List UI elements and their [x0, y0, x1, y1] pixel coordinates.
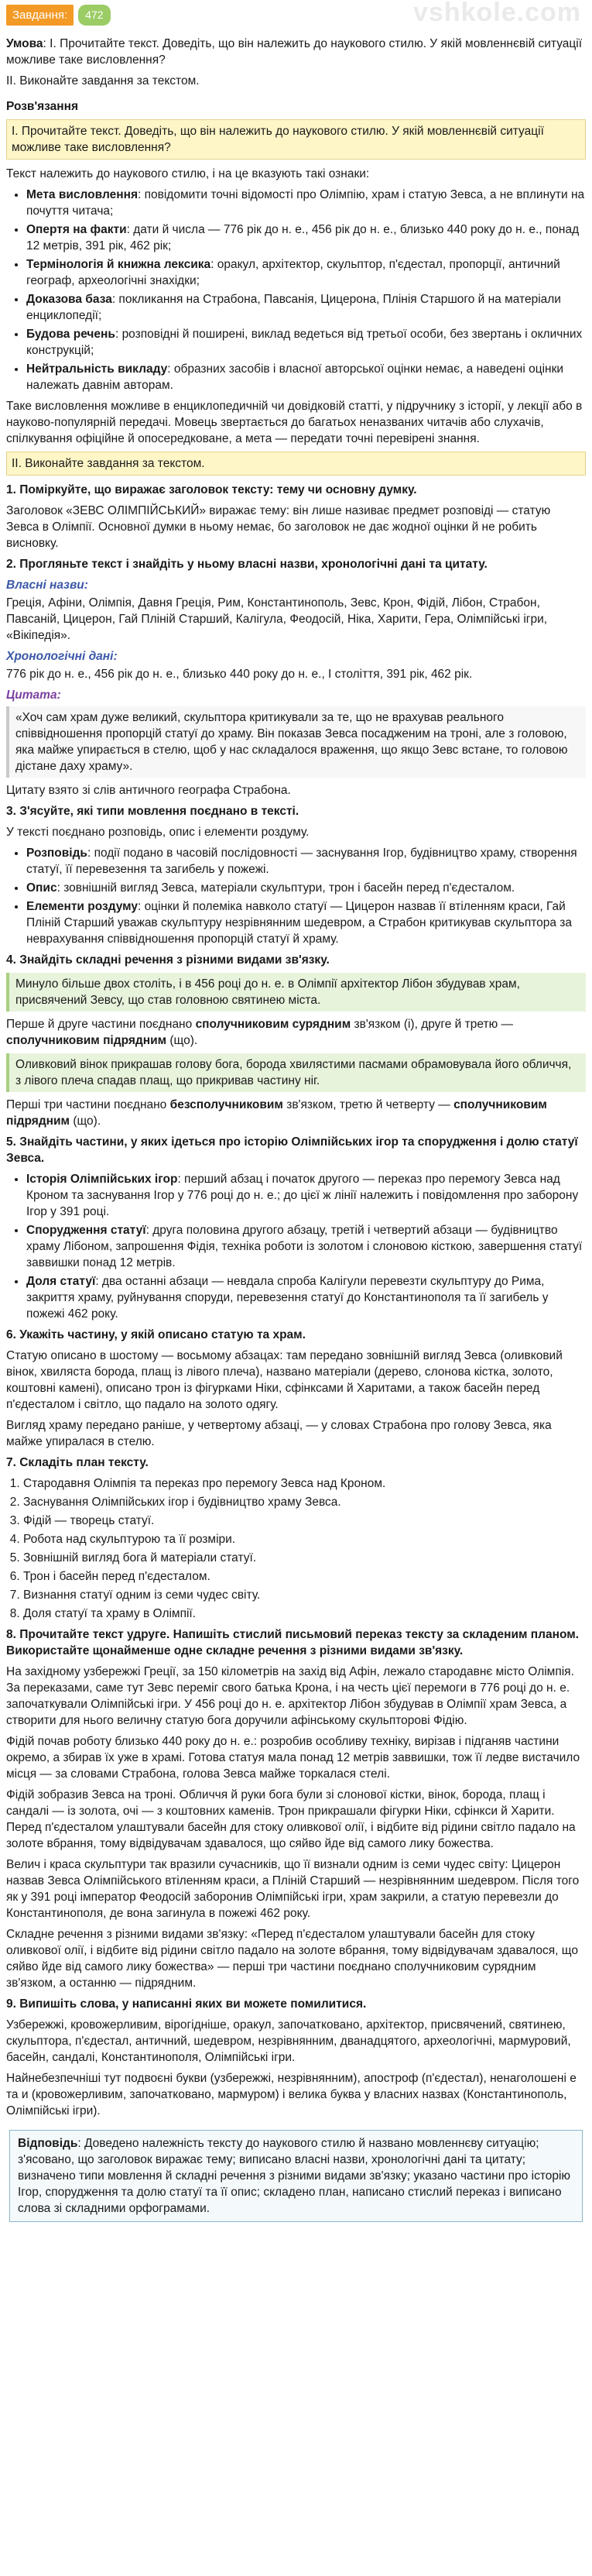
list-item: • Термінологія й книжна лексика: оракул, архітектор, скульптор, п'єдестал, пропорції, античний географ, археологічні знахідки; [26, 256, 586, 289]
list-item: • Спорудження статуї: друга половина другого абзацу, третій і четвертий абзаци — будівництво храму Лібоном, запрошення Фідія, техніка роботи із золотом і слоновою кісткою, завершення статуї заввишки понад 12 метрів. [26, 1222, 586, 1271]
question-1: 1. Поміркуйте, що виражає заголовок тексту: тему чи основну думку. [6, 483, 417, 496]
part2-title: ІІ. Виконайте завдання за текстом. [6, 452, 586, 476]
question-8: 8. Прочитайте текст удруге. Напишіть стислий письмовий переказ тексту за складеним планом. Використайте щонайменше одне складне речення з різними видами зв'язку. [6, 1628, 579, 1657]
example-2-note: Перші три частини поєднано безсполучниковим зв'язком, третю й четверту — сполучниковим підрядним (що). [6, 1098, 547, 1128]
answer-6-1: Статую описано в шостому — восьмому абзацах: там передано зовнішній вигляд Зевса (оливковий вінок, хвиляста борода, плащ із лівого плеча), названо матеріали (дерево, слонова кістка, золото, коштовні камені), описано трон із фігурками Ніки, сфінксами й Харитами, а також басейн перед п'єдесталом і світло, що падало на золото одягу. [6, 1349, 563, 1411]
list-item: • Опис: зовнішній вигляд Зевса, матеріали скульптури, трон і басейн перед п'єдесталом. [26, 880, 586, 896]
condition-part2: ІІ. Виконайте завдання за текстом. [6, 74, 200, 88]
features-list [6, 187, 586, 393]
question-5: 5. Знайдіть частини, у яких ідеться про історію Олімпійських ігор та спорудження і долю статуї Зевса. [6, 1135, 578, 1165]
question-6: 6. Укажіть частину, у якій описано статую та храм. [6, 1328, 306, 1341]
list-item: • Доказова база: покликання на Страбона, Павсанія, Цицерона, Плінія Старшого й на матеріали енциклопедії; [26, 291, 586, 324]
answer-1: Заголовок «ЗЕВС ОЛІМПІЙСЬКИЙ» виражає тему: він лише називає предмет розповіді — статую Зевса в Олімпії. Основної думки в ньому немає, бо заголовок не дає жодної оцінки й не робить висновку. [6, 504, 551, 550]
condition-text: : І. Прочитайте текст. Доведіть, що він належить до наукового стилю. У якій мовленнєвій ситуації можливе таке висловлення? [6, 37, 583, 67]
answer-6-2: Вигляд храму передано раніше, у четвертому абзаці, — у словах Страбона про голову Зевса, яка майже упиралася в стелю. [6, 1419, 552, 1448]
dates: 776 рік до н. е., 456 рік до н. е., близько 440 року до н. е., І століття, 391 рік, 462 рік. [6, 668, 473, 681]
proper-names: Греція, Афіни, Олімпія, Давня Греція, Рим, Константинополь, Зевс, Крон, Фідій, Лібон, Страбон, Павсаній, Цицерон, Гай Пліній Старший, Калігула, Феодосій, Ніка, Харити, Гера, Олімпійські ігри, «Вікіпедія». [6, 596, 548, 642]
answer-text: : Доведено належність тексту до наукового стилю й названо мовленнєву ситуацію; з'ясовано, що заголовок виражає тему; виписано власні назви, хронологічні дані та цитату; визначено типи мовлення й складні речення з різними видами зв'язку; указано частини про історію Ігор, спорудження та долю статуї та її опис; складено план, написано стислий переказ і виписано слова зі складними орфограмами. [18, 2137, 571, 2215]
task-number-badge: 472 [78, 5, 110, 26]
answer-3-intro: У тексті поєднано розповідь, опис і елементи роздуму. [6, 826, 310, 839]
retelling-paragraph: Велич і краса скульптури так вразили сучасників, що її визнали одним із семи чудес світу: Цицерон назвав Зевса Олімпійського втіленням краси, а Пліній Старший — незрівнянним шедевром. Після того як у 391 році імператор Феодосій заборонив Олімпійські ігри, храм закрили, а статую перевезли до Константинополя, де вона загинула в пожежі 462 року. [6, 1858, 580, 1920]
answer-label: Відповідь [18, 2137, 78, 2150]
list-item: • Нейтральність викладу: образних засобів і власної авторської оцінки немає, а наведені оцінки належать давнім авторам. [26, 361, 586, 393]
list-item: • Опертя на факти: дати й числа — 776 рік до н. е., 456 рік до н. е., близько 440 року до н. е., понад 12 метрів, 391 рік, 462 рік; [26, 222, 586, 254]
list-item: 7. Визнання статуї одним із семи чудес світу. [23, 1587, 586, 1603]
parts-list [6, 1171, 586, 1322]
example-sentence-1: Минуло більше двох століть, і в 456 році до н. е. в Олімпії архітектор Лібон збудував храм, присвячений Зевсу, що став головною святинею міста. [6, 973, 586, 1012]
question-2: 2. Прогляньте текст і знайдіть у ньому власні назви, хронологічні дані та цитату. [6, 558, 488, 571]
dates-label: Хронологічні дані: [6, 650, 118, 663]
quote-source: Цитату взято зі слів античного географа Страбона. [6, 784, 291, 797]
list-item: 6. Трон і басейн перед п'єдесталом. [23, 1568, 586, 1585]
list-item: • Будова речень: розповідні й поширені, виклад ведеться від третьої особи, без звертань і окличних конструкцій; [26, 326, 586, 359]
list-item: • Доля статуї: два останні абзаци — невдала спроба Калігули перевезти скульптуру до Рима, закриття храму, руйнування споруди, перевезення статуї до Константинополя та її загибель у пожежі 462 року. [26, 1273, 586, 1322]
list-item: 8. Доля статуї та храму в Олімпії. [23, 1606, 586, 1622]
question-9: 9. Випишіть слова, у написанні яких ви можете помилитися. [6, 1997, 367, 2011]
list-item: • Розповідь: події подано в часовій послідовності — заснування Ігор, будівництво храму, створення статуї, її перевезення та загибель у пожежі. [26, 845, 586, 878]
plan-list [6, 1475, 586, 1622]
example-1-note: Перше й друге частини поєднано сполучниковим сурядним зв'язком (і), друге й третю — сполучниковим підрядним (що). [6, 1018, 513, 1047]
list-item: 5. Зовнішній вигляд бога й матеріали статуї. [23, 1550, 586, 1566]
part1-intro: Текст належить до наукового стилю, і на це вказують такі ознаки: [6, 167, 370, 180]
task-header [6, 0, 586, 29]
types-list [6, 845, 586, 947]
example-sentence-2: Оливковий вінок прикрашав голову бога, борода хвилястими пасмами обрамовувала його обличчя, з лівого плеча спадав плащ, що прикривав частину ніг. [6, 1053, 586, 1092]
condition-label: Умова [6, 37, 43, 50]
quote-text: «Хоч сам храм дуже великий, скульптора критикували за те, що не врахував реального співвідношення пропорцій статуї до храму. Він показав Зевса посадженим на троні, але з головою, яка майже упирається в стелю, щоб у нас складалося враження, що якщо Зевс встане, то головою дістане даху храму». [6, 706, 586, 778]
list-item: 1. Стародавня Олімпія та переказ про перемогу Зевса над Кроном. [23, 1475, 586, 1492]
proper-names-label: Власні назви: [6, 579, 88, 592]
list-item: 2. Заснування Олімпійських ігор і будівництво храму Зевса. [23, 1494, 586, 1510]
condition [6, 36, 586, 68]
list-item: • Мета висловлення: повідомити точні відомості про Олімпію, храм і статую Зевса, а не вплинути на почуття читача; [26, 187, 586, 219]
watermark: vshkole.com [413, 0, 581, 27]
quote-label: Цитата: [6, 689, 61, 702]
answer-box [9, 2130, 583, 2222]
retelling-paragraph: Складне речення з різними видами зв'язку: «Перед п'єдесталом улаштували басейн для стоку оливкової олії, і відбите від рідини світло падало на золоте вбрання, тому відвідувачам здавалося, що сяйво йде від самого лику божества» — перші три частини поєднано сполучниковим сурядним зв'язком, а останню — підрядним. [6, 1928, 578, 1990]
question-3: 3. З'ясуйте, які типи мовлення поєднано в тексті. [6, 805, 299, 818]
list-item: • Історія Олімпійських ігор: перший абзац і початок другого — переказ про перемогу Зевса над Кроном та заснування Ігор у 776 році до н. е.; до цієї ж лінії належить і повідомлення про заборону Ігор у 391 році. [26, 1171, 586, 1220]
solution-label: Розв'язання [6, 100, 79, 113]
answer-9-note: Найнебезпечніші тут подвоєні букви (узбережжі, незрівнянним), апостроф (п'єдестал), ненаголошені е та и (кровожерливим, започатковано, мармуром) і велика буква у власних назвах (Константинополь, Олімпійські ігри). [6, 2072, 577, 2117]
question-7: 7. Складіть план тексту. [6, 1456, 149, 1469]
list-item: 3. Фідій — творець статуї. [23, 1513, 586, 1529]
retelling-paragraph: Фідій почав роботу близько 440 року до н. е.: розробив особливу техніку, вирізав і підганяв частини окремо, а збирав їх уже в храмі. Готова статуя мала понад 12 метрів заввишки, тож її ледве вистачило місця — за словами Страбона, голова Зевса майже торкалася стелі. [6, 1735, 580, 1781]
task-label: Завдання: [6, 5, 74, 26]
question-4: 4. Знайдіть складні речення з різними видами зв'язку. [6, 953, 330, 967]
situation-text: Таке висловлення можливе в енциклопедичній чи довідковій статті, у підручнику з історії, у лекції або в науково-популярній передачі. Мовець звертається до багатьох неназваних читачів або слухачів, спілкування офіційне й опосередковане, а мета — передати точні перевірені знання. [6, 400, 583, 445]
list-item: 4. Робота над скульптурою та її розміри. [23, 1531, 586, 1547]
part1-title: І. Прочитайте текст. Доведіть, що він належить до наукового стилю. У якій мовленнєвій ситуації можливе таке висловлення? [6, 119, 586, 160]
answer-9-words: Узбережжі, кровожерливим, вірогідніше, оракул, започатковано, архітектор, присвячений, святинею, скульптора, п'єдестал, античний, шедевром, незрівнянним, дванадцятого, археологічні, мармуровий, басейн, сандалі, Константинополя, Олімпійські ігри. [6, 2018, 571, 2064]
retelling-paragraph: Фідій зобразив Зевса на троні. Обличчя й руки бога були зі слонової кістки, вінок, борода, плащ і сандалі — із золота, очі — з коштовних каменів. Трон прикрашали фігурки Ніки, сфінкси й Харити. Перед п'єдесталом улаштували басейн для стоку оливкової олії, і відбите від рідини світло падало на золоте вбрання, тому відвідувачам здавалося, що сяйво йде від самого лику божества. [6, 1788, 576, 1850]
list-item: • Елементи роздуму: оцінки й полеміка навколо статуї — Цицерон назвав її втіленням краси, Гай Пліній Старший уважав скульптуру незрівнянним шедевром, а Страбон критикував скульптора за неврахування співвідношення пропорцій статуї й храму. [26, 898, 586, 947]
retelling-paragraph: На західному узбережжі Греції, за 150 кілометрів на захід від Афін, лежало стародавнє місто Олімпія. За переказами, саме тут Зевс переміг свого батька Крона, і на честь цієї перемоги в 776 році до н. е. започаткували Олімпійські ігри. У 456 році до н. е. архітектор Лібон збудував в Олімпії храм Зевса, а створити для нього величну статую бога доручили афінському скульпторові Фідію. [6, 1665, 574, 1727]
